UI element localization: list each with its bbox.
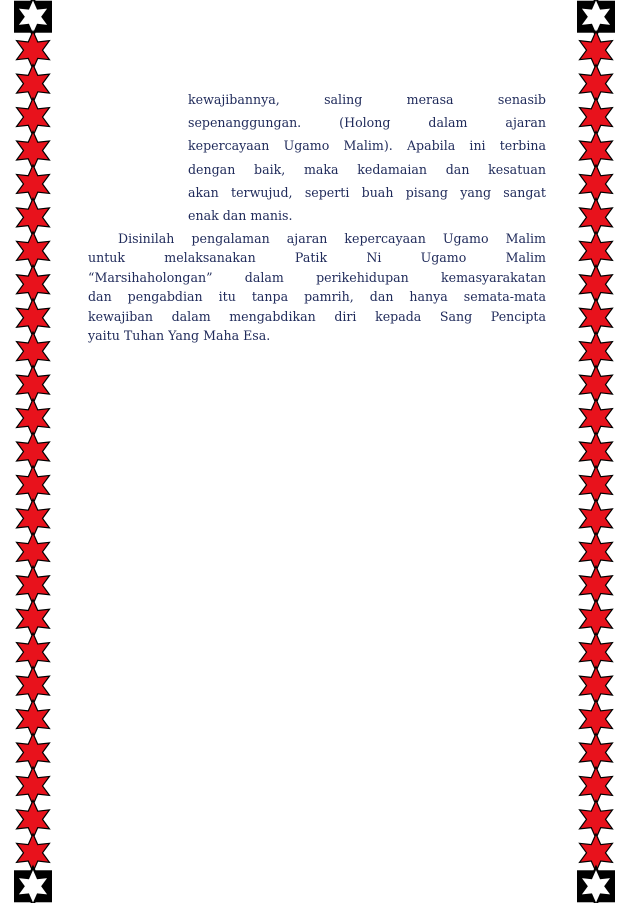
paragraph-line: untuk melaksanakan Patik Ni Ugamo Malim [88, 250, 546, 266]
quote-line: kepercayaan Ugamo Malim). Apabila ini terbina [188, 138, 546, 154]
paragraph-line: Disinilah pengalaman ajaran kepercayaan Ugamo Malim [118, 231, 546, 246]
body-paragraph [88, 229, 546, 345]
indented-quote-block [188, 88, 546, 227]
quote-line: enak dan manis. [188, 207, 293, 223]
quote-line: akan terwujud, seperti buah pisang yang sangat [188, 184, 546, 200]
paragraph-line: kewajiban dalam mengabdikan diri kepada Sang Pencipta [88, 308, 546, 324]
quote-line: sepenanggungan. (Holong dalam ajaran [188, 115, 546, 131]
quote-line: kewajibannya, saling merasa senasib [188, 92, 546, 107]
paragraph-line: “Marsihaholongan” dalam perikehidupan kemasyarakatan [88, 269, 546, 285]
paragraph-line: yaitu Tuhan Yang Maha Esa. [88, 327, 271, 343]
paragraph-line: dan pengabdian itu tanpa pamrih, dan hanya semata-mata [88, 289, 546, 305]
quote-line: dengan baik, maka kedamaian dan kesatuan [188, 161, 546, 177]
